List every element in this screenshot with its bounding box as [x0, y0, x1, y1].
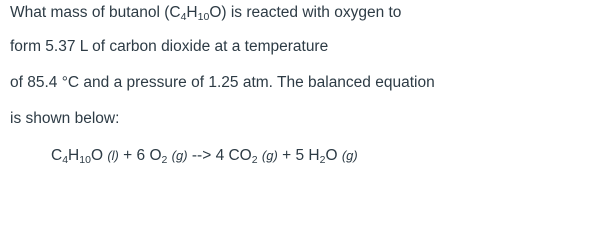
question-line-3: of 85.4 °C and a pressure of 1.25 atm. The balanced equation	[10, 74, 435, 91]
water-state: (g)	[341, 148, 358, 163]
line1-before: What mass of butanol (C	[10, 4, 181, 21]
line1-after: O) is reacted with oxygen to	[209, 4, 402, 21]
question-line-4: is shown below:	[10, 110, 120, 127]
co2-state: (g)	[261, 148, 278, 163]
butanol-state: (l)	[107, 148, 119, 163]
co2-term: 4 CO	[215, 147, 252, 164]
butanol-h: H	[68, 147, 80, 164]
butanol-c: C	[51, 147, 63, 164]
co2-subscript: 2	[251, 154, 258, 166]
plus-sign-1: +	[118, 147, 137, 164]
plus-sign-2: +	[277, 147, 296, 164]
balanced-equation	[51, 146, 358, 166]
carbon-subscript: 4	[180, 11, 187, 23]
question-line-1	[10, 3, 401, 23]
water-term-o: O	[325, 147, 338, 164]
water-subscript: 2	[319, 154, 326, 166]
oxygen-state: (g)	[171, 148, 188, 163]
question-line-2: form 5.37 L of carbon dioxide at a temperature	[10, 38, 329, 55]
oxygen-subscript: 2	[161, 154, 168, 166]
oxygen-term: 6 O	[136, 147, 162, 164]
butanol-o: O	[90, 147, 103, 164]
butanol-h-subscript: 10	[79, 154, 91, 166]
butanol-c-subscript: 4	[62, 154, 69, 166]
hydrogen-symbol: H	[186, 4, 198, 21]
water-term-h: 5 H	[295, 147, 320, 164]
reaction-arrow: -->	[187, 147, 216, 164]
hydrogen-subscript: 10	[197, 11, 210, 23]
